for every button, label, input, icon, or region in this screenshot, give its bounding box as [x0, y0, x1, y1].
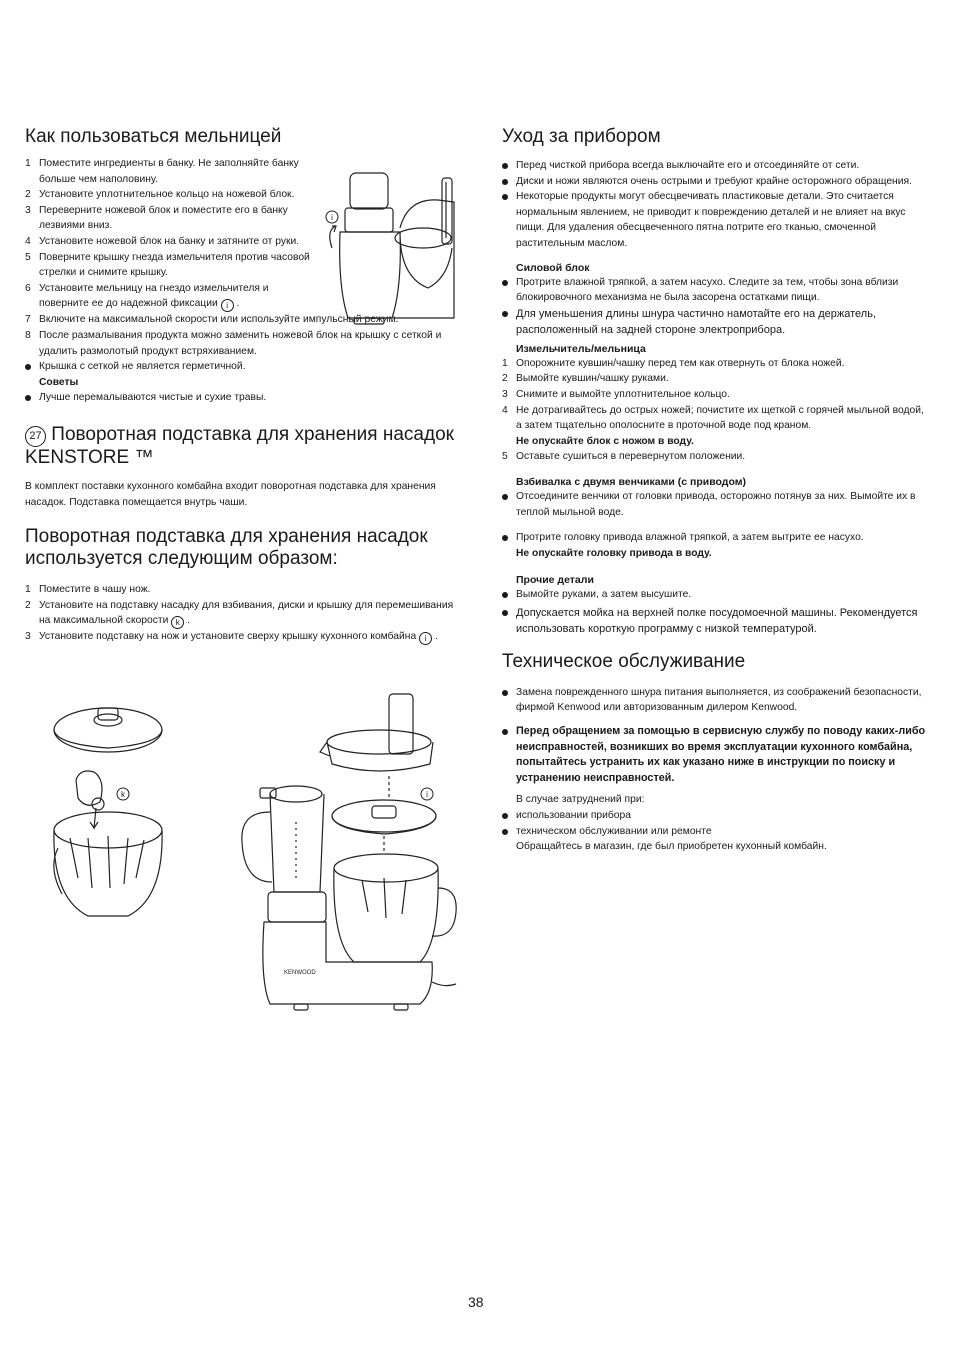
bullet-item: Перед обращением за помощью в сервисную службу по поводу каких-либо неисправностей, возникших во время эксплуатации кухонного комбайна, попытайтесь устранить их как указано ниже в инструкции по поиску и устранению неисправностей. [502, 724, 932, 786]
other-parts-label: Прочие детали [516, 574, 594, 587]
bullet-item: Отсоедините венчики от головки привода, осторожно потянув за них. Вымойте их в теплой мыльной воде. [502, 489, 932, 520]
page-number: 38 [468, 1294, 484, 1310]
list-item: 5 Поверните крышку гнезда измельчителя против часовой стрелки и снимите крышку. [25, 251, 310, 279]
list-item: 3 Переверните ножевой блок и поместите его в банку лезвиями вниз. [25, 204, 288, 232]
bullet-item: Некоторые продукты могут обесцвечивать пластиковые детали. Это считается нормальным явлением, не приводит к повреждению деталей и не влияет на вкус пищи. Для удаления обесцвеченного пятна потрите его тканью, смоченной растительным маслом. [502, 189, 932, 251]
list-item: 2 Установите на подставку насадку для взбивания, диски и крышку для перемешивания на максимальной скорости k . [25, 599, 454, 628]
right-column [502, 120, 932, 855]
mill-illustration [318, 168, 458, 328]
kenstore-heading: 27 Поворотная подставка для хранения насадок KENSTORE ™ [25, 423, 454, 468]
section-badge: 27 [25, 426, 46, 447]
figure-label-i: i [426, 790, 428, 799]
figure-label-k: k [121, 790, 125, 799]
bullet-item: Лучше перемалываются чистые и сухие травы. [25, 390, 445, 406]
bullet-item: Вымойте руками, а затем высушите. [502, 587, 932, 603]
list-item: 1 Поместите в чашу нож. [25, 584, 151, 596]
kenstore-usage-heading: Поворотная подставка для хранения насадок используется следующим образом: [25, 526, 428, 570]
list-item: 8 После размалывания продукта можно заменить ножевой блок на крышку с сеткой и удалить размолотый продукт встряхиванием. [25, 329, 442, 357]
service-heading: Техническое обслуживание [502, 650, 746, 672]
list-item: 3 Снимите и вымойте уплотнительное кольцо. [502, 388, 730, 400]
list-item: 7 Включите на максимальной скорости или используйте импульсный режим. [25, 314, 399, 326]
kenstore-bowl-illustration [48, 698, 168, 928]
mill-heading: Как пользоваться мельницей [25, 126, 282, 147]
bullet-item: техническом обслуживании или ремонте [502, 824, 932, 840]
bullet-item: Протрите влажной тряпкой, а затем насухо. Следите за тем, чтобы зона вблизи блокировочного механизма не была засорена остатками пищи. [502, 275, 932, 306]
list-item: 4 Не дотрагивайтесь до острых ножей; почистите их щеткой с горячей мыльной водой, а затем тщательно ополосните в проточной воде под краном. [502, 404, 924, 432]
bullet-item: Протрите головку привода влажной тряпкой, а затем вытрите ее насухо. [502, 530, 932, 546]
bullet-item: Диски и ножи являются очень острыми и требуют крайне осторожного обращения. [502, 174, 932, 190]
service-intro: В случае затруднений при: [516, 794, 645, 806]
usage-steps [25, 582, 455, 645]
ref-marker-k: k [171, 616, 184, 629]
food-processor-illustration [234, 692, 459, 1017]
bullet-item: Крышка с сеткой не является герметичной. [25, 359, 445, 375]
whisk-warning: Не опускайте головку привода в воду. [516, 547, 712, 559]
mill-care-label: Измельчитель/мельница [516, 342, 646, 355]
ref-marker-i: i [419, 632, 432, 645]
list-item: 6 Установите мельницу на гнездо измельчителя и поверните ее до надежной фиксации i . [25, 282, 269, 311]
tips-label: Советы [39, 376, 79, 388]
service-closing: Обращайтесь в магазин, где был приобретен кухонный комбайн. [516, 841, 827, 853]
figure-label-i: i [331, 213, 333, 222]
list-item: 4 Установите ножевой блок на банку и затяните от руки. [25, 235, 300, 247]
list-item: 5 Оставьте сушиться в перевернутом положении. [502, 451, 746, 463]
bullet-item: Для уменьшения длины шнура частично намотайте его на держатель, расположенный на задней стороне электроприбора. [502, 306, 932, 338]
kenstore-text: В комплект поставки кухонного комбайна входит поворотная подставка для хранения насадок. Подставка помещается внутрь чаши. [25, 480, 436, 508]
list-item: 1 Поместите ингредиенты в банку. Не заполняйте банку больше чем наполовину. [25, 158, 299, 185]
bullet-item: Допускается мойка на верхней полке посудомоечной машины. Рекомендуется использовать короткую программу с низкой температурой. [502, 605, 932, 637]
bullet-item: Перед чисткой прибора всегда выключайте его и отсоединяйте от сети. [502, 158, 932, 174]
list-item: 2 Установите уплотнительное кольцо на ножевой блок. [25, 189, 295, 201]
ref-marker-i: i [221, 299, 234, 312]
list-item: 3 Установите подставку на нож и установите сверху крышку кухонного комбайна i . [25, 631, 438, 644]
care-bullets [502, 158, 932, 252]
mill-steps [25, 156, 310, 312]
care-heading: Уход за прибором [502, 126, 661, 147]
bullet-item: использовании прибора [502, 808, 932, 824]
brand-mark: KENWOOD [284, 970, 316, 976]
power-unit-label: Силовой блок [516, 261, 590, 274]
list-item: 1 Опорожните кувшин/чашку перед тем как отвернуть от блока ножей. [502, 357, 845, 369]
whisk-label: Взбивалка с двумя венчиками (с приводом) [516, 475, 746, 488]
bullet-item: Замена поврежденного шнура питания выполняется, из соображений безопасности, фирмой Kenwood или авторизованным дилером Kenwood. [502, 685, 932, 716]
list-item: 2 Вымойте кувшин/чашку руками. [502, 373, 669, 385]
mill-warning: Не опускайте блок с ножом в воду. [516, 435, 694, 447]
